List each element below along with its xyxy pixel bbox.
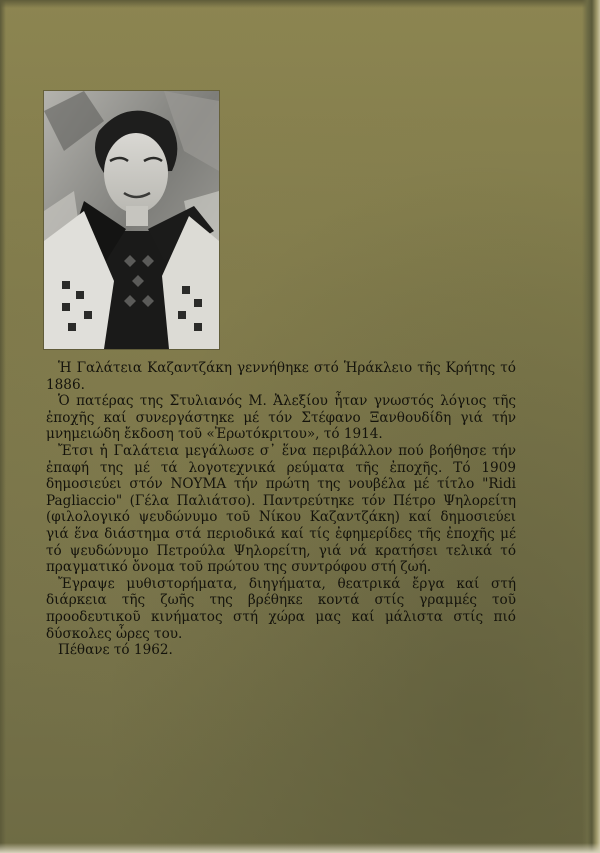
worn-top-edge: [0, 0, 600, 8]
bio-paragraph-works: Ἔγραψε μυθιστορήματα, διηγήματα, θεατρικά ἔργα καί στή διάρκεια τῆς ζωῆς της βρέθηκε κοντά στίς γραμμές τοῦ προοδευτικοῦ κινήματος στή χώρα μας καί μάλιστα στίς πιό δύσκολες ὧρες του.: [46, 575, 516, 642]
bio-paragraph-birth: Ἡ Γαλάτεια Καζαντζάκη γεννήθηκε στό Ἡράκλειο τῆς Κρήτης τό 1886.: [46, 360, 516, 393]
bio-paragraph-father: Ὁ πατέρας της Στυλιανός Μ. Ἀλεξίου ἦταν γνωστός λόγιος τῆς ἐποχῆς καί συνεργάστηκε μέ τόν Στέφανο Ξανθουδίδη γιά τήν μνημειώδη ἔκδοση τοῦ «Ἐρωτόκριτου», τό 1914.: [46, 393, 516, 443]
worn-bottom-edge: [0, 843, 600, 853]
author-biography: [46, 360, 516, 659]
portrait-illustration: [44, 91, 219, 349]
author-portrait-photo: [44, 91, 219, 349]
book-spine-edge: [582, 0, 600, 853]
bio-paragraph-career: Ἔτσι ἡ Γαλάτεια μεγάλωσε σ᾿ ἕνα περιβάλλον πού βοήθησε τήν ἐπαφή της μέ τά λογοτεχνικά ρεύματα τῆς ἐποχῆς. Τό 1909 δημοσιεύει στόν ΝΟΥΜΑ τήν πρώτη της νουβέλα μέ τίτλο "Ridi Pagliaccio" (Γέλα Παλιάτσο). Παντρεύτηκε τόν Πέτρο Ψηλορείτη (φιλολογικό ψευδώνυμο τοῦ Νίκου Καζαντζάκη) καί δημοσιεύει γιά ἕνα διάστημα στά περιοδικά καί τίς ἐφημερίδες τῆς ἐποχῆς μέ τό ψευδώνυμο Πετρούλα Ψηλορείτη, γιά νά κρατήσει τελικά τό πραγματικό ὄνομα τοῦ πρώτου της συντρόφου στή ζωή.: [46, 442, 516, 576]
bio-paragraph-death: Πέθανε τό 1962.: [58, 642, 173, 659]
worn-left-edge: [0, 0, 6, 853]
